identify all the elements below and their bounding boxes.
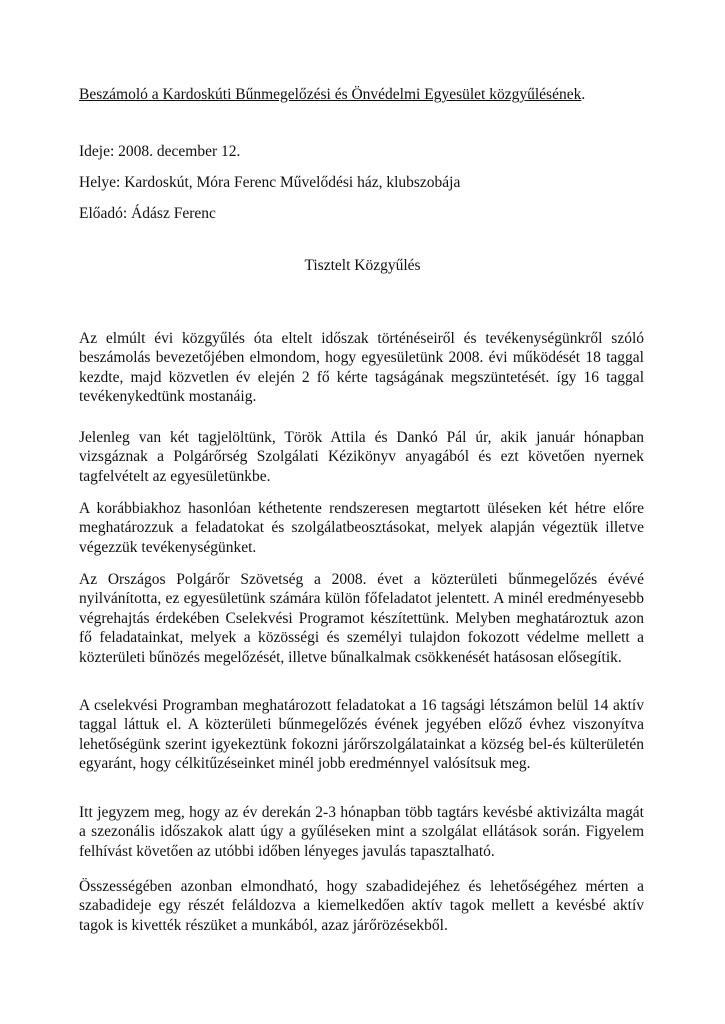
paragraph-7: Összességében azonban elmondható, hogy szabadidejéhez és lehetőségéhez mérten a szabadideje egy részét feláldozva a kiemelkedően aktív tagok mellett a kevésbé aktív tagok is kivették részüket a munkából, azaz járőrözésekből. <box>79 878 644 934</box>
paragraph-5: A cselekvési Programban meghatározott feladatokat a 16 tagsági létszámon belül 14 aktív taggal láttuk el. A közterületi bűnmegelőzés évének jegyében előző évhez viszonyítva lehetőségünk szerint igyekeztünk fokozni járőrszolgálatainkat a község bel-és külterületén egyaránt, hogy célkitűzéseinket minél jobb eredménnyel valósítsuk meg. <box>79 697 644 773</box>
meeting-presenter: Előadó: Ádász Ferenc <box>79 205 216 222</box>
document-title-text: Beszámoló a Kardoskúti Bűnmegelőzési és Önvédelmi Egyesület közgyűlésének <box>79 86 582 103</box>
document-title-period: . <box>581 86 586 103</box>
paragraph-4: Az Országos Polgárőr Szövetség a 2008. évet a közterületi bűnmegelőzés évévé nyilvánította, ez egyesületünk számára külön főfeladatot jelentett. A minél eredményesebb végrehajtás érdekében Cselekvési Programot készítettünk. Melyben meghatároztuk azon fő feladatainkat, melyek a közösségi és személyi tulajdon fokozott védelme mellett a közterületi bűnözés megelőzését, illetve bűnalkalmak csökkenését hatásosan elősegítik. <box>79 571 644 666</box>
paragraph-2: Jelenleg van két tagjelöltünk, Török Attila és Dankó Pál úr, akik január hónapban vizsgáznak a Polgárőrség Szolgálati Kézikönyv anyagából és ezt követően nyernek tagfelvételt az egyesületünkbe. <box>79 429 644 485</box>
meeting-place: Helye: Kardoskút, Móra Ferenc Művelődési ház, klubszobája <box>79 174 461 191</box>
document-title <box>79 86 585 104</box>
meeting-date: Ideje: 2008. december 12. <box>79 143 241 160</box>
paragraph-1: Az elmúlt évi közgyűlés óta eltelt időszak történéseiről és tevékenységünkről szóló beszámolás bevezetőjében elmondom, hogy egyesületünk 2008. évi működését 18 taggal kezdte, majd közvetlen év elején 2 fő kérte tagságának megszüntetését. így 16 taggal tevékenykedtünk mostanáig. <box>79 330 644 406</box>
paragraph-3: A korábbiakhoz hasonlóan kéthetente rendszeresen megtartott üléseken két hétre előre meghatározzuk a feladatokat és szolgálatbeosztásokat, melyek alapján végeztük illetve végezzük tevékenységünket. <box>79 500 644 556</box>
salutation: Tisztelt Közgyűlés <box>304 257 421 274</box>
paragraph-6: Itt jegyzem meg, hogy az év derekán 2-3 hónapban több tagtárs kevésbé aktivizálta magát a szezonális időszakok alatt úgy a gyűléseken mint a szolgálat ellátások során. Figyelem felhívást követően az utóbbi időben lényeges javulás tapasztalható. <box>79 804 644 860</box>
